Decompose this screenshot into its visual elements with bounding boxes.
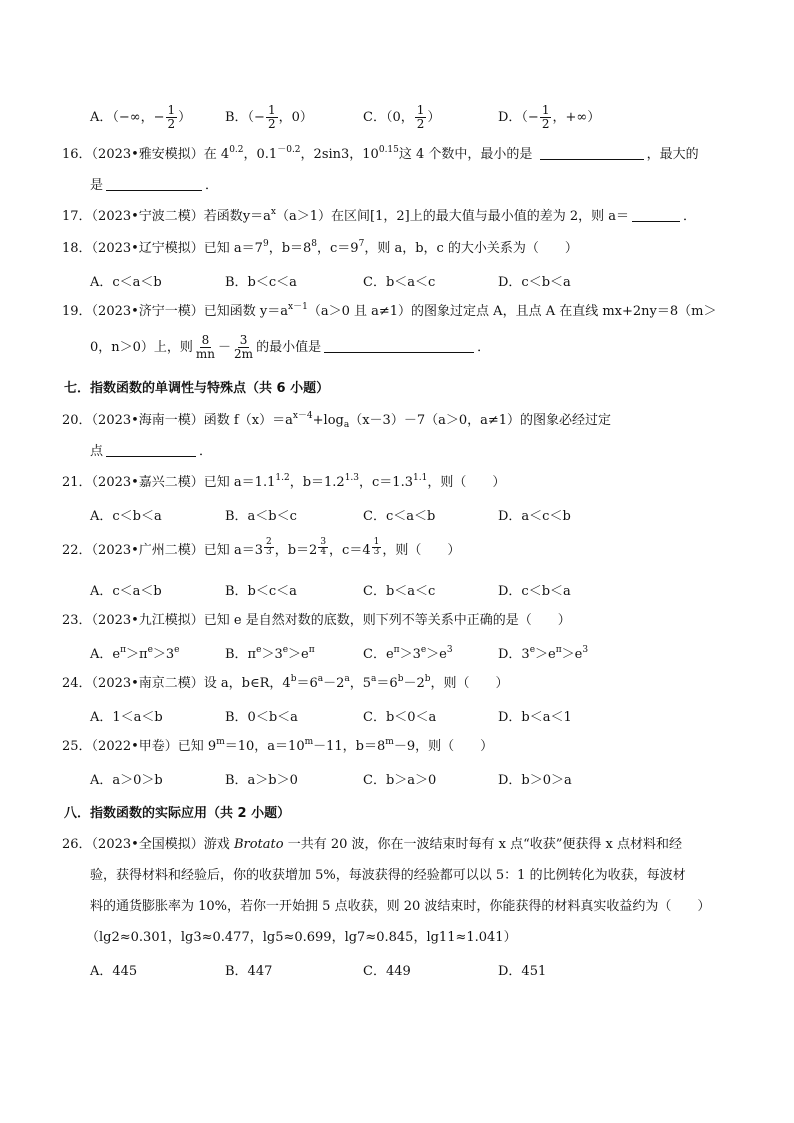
q15-option-d[interactable]: D．（− $\frac{1}{2}$ ，+∞） <box>498 103 601 131</box>
q16-answer-blank-2[interactable] <box>106 178 202 191</box>
q25-line: 25．（2022•甲卷）已知 $9^m=10$，$a=10^m-11$，$b=8^m-9$，则（ ） <box>62 737 494 754</box>
q24-option-b[interactable]: B．0＜b＜a <box>225 710 298 725</box>
q15-option-a[interactable]: A．（−∞，− $\frac{1}{2}$ ） <box>90 103 192 131</box>
q22-line: 22．（2023•广州二模）已知 a＝3 $\frac{2}{3}$ ，b＝2 $\frac{3}{4}$ ，c＝4 $\frac{1}{3}$ ，则（ ） <box>62 537 461 558</box>
q15-option-c[interactable]: C．（0， $\frac{1}{2}$ ） <box>363 103 441 131</box>
q24-line: 24．（2023•南京二模）设 a，b∈R，$4^b=6^a-2^a$，$5^a=6^b-2^b$，则（ ） <box>62 674 509 691</box>
q23-option-d[interactable]: D．$3^e>e^\pi>e^3$ <box>498 645 589 662</box>
q25-options <box>90 769 730 787</box>
q26-option-c[interactable]: C．449 <box>363 964 411 979</box>
section-7-heading: 七．指数函数的单调性与特殊点（共 6 小题） <box>64 381 330 396</box>
q21-line: 21．（2023•嘉兴二模）已知 $a=1.1^{1.2}$，$b=1.2^{1.3}$，$c=1.3^{1.1}$，则（ ） <box>62 473 506 490</box>
q26-line-4: （lg2≈0.301，lg3≈0.477，lg5≈0.699，lg7≈0.845，lg11≈1.041） <box>86 930 517 945</box>
q21-option-c[interactable]: C．c＜a＜b <box>363 509 436 524</box>
q18-option-b[interactable]: B．b＜c＜a <box>225 275 297 290</box>
q23-option-b[interactable]: B．$\pi^e>3^e>e^\pi$ <box>225 645 315 662</box>
q21-option-d[interactable]: D．a＜c＜b <box>498 509 571 524</box>
q26-line-3: 料的通货膨胀率为 10%，若你一开始拥 5 点收获，则 20 波结束时，你能获得的材料真实收益约为（ ） <box>90 899 711 914</box>
q22-options <box>90 580 730 598</box>
q26-line-1: 26．（2023•全国模拟）游戏 Brotato 一共有 20 波，你在一波结束时每有 x 点“收获”便获得 x 点材料和经 <box>62 837 683 852</box>
q20-line-1: 20．（2023•海南一模）函数 $f(x)=a^{x-4}+\log_a(x-3)-7(a>0$，a≠1）的图象必经过定 <box>62 411 612 430</box>
q23-option-a[interactable]: A．$e^\pi>\pi^e>3^e$ <box>90 645 180 662</box>
q24-option-d[interactable]: D．b＜a＜1 <box>498 710 572 725</box>
q18-option-d[interactable]: D．c＜b＜a <box>498 275 571 290</box>
q25-option-b[interactable]: B．a＞b＞0 <box>225 773 298 788</box>
q21-options <box>90 505 730 523</box>
q16-answer-blank-1[interactable] <box>540 147 644 160</box>
q23-options <box>90 643 730 661</box>
q26-option-b[interactable]: B．447 <box>225 964 273 979</box>
q18-option-c[interactable]: C．b＜a＜c <box>363 275 436 290</box>
q25-option-d[interactable]: D．b＞0＞a <box>498 773 572 788</box>
q24-option-c[interactable]: C．b＜0＜a <box>363 710 437 725</box>
section-8-heading: 八．指数函数的实际应用（共 2 小题） <box>64 806 291 821</box>
q18-options <box>90 271 730 289</box>
q21-option-a[interactable]: A．c＜b＜a <box>90 509 162 524</box>
q18-option-a[interactable]: A．c＜a＜b <box>90 275 162 290</box>
q21-option-b[interactable]: B．a＜b＜c <box>225 509 297 524</box>
q20-line-2: 点 ． <box>90 444 213 459</box>
q19-line-1: 19．（2023•济宁一模）已知函数 $y=a^{x-1}(a>0$ 且 a≠1）的图象过定点 A，且点 A 在直线 mx+2ny＝8（m＞ <box>62 302 717 319</box>
q25-option-c[interactable]: C．b＞a＞0 <box>363 773 437 788</box>
q19-answer-blank[interactable] <box>324 340 474 353</box>
q22-option-d[interactable]: D．c＜b＜a <box>498 584 571 599</box>
q23-line: 23．（2023•九江模拟）已知 e 是自然对数的底数，则下列不等关系中正确的是（ ） <box>62 613 571 628</box>
q26-option-a[interactable]: A．445 <box>90 964 138 979</box>
q15-options <box>90 103 730 131</box>
q16-line-2: 是 ． <box>90 178 219 193</box>
q22-option-a[interactable]: A．c＜a＜b <box>90 584 162 599</box>
q24-options <box>90 706 730 724</box>
q22-option-c[interactable]: C．b＜a＜c <box>363 584 436 599</box>
q22-option-b[interactable]: B．b＜c＜a <box>225 584 297 599</box>
q20-answer-blank[interactable] <box>106 444 196 457</box>
q23-option-c[interactable]: C．$e^\pi>3^e>e^3$ <box>363 645 453 662</box>
q16-line-1: 16．（2023•雅安模拟）在 $4^{0.2}$，$0.1^{-0.2}$，2sin3，$10^{0.15}$这 4 个数中，最小的是 ，最大的 <box>62 145 699 162</box>
q18-line: 18．（2023•辽宁模拟）已知 $a=7^9$，$b=8^8$，$c=9^7$，则 a，b，c 的大小关系为（ ） <box>62 239 578 256</box>
q26-line-2: 验，获得材料和经验后，你的收获增加 5%，每波获得的经验都可以以 5：1 的比例转化为收获，每波材 <box>90 868 686 883</box>
q24-option-a[interactable]: A．1＜a＜b <box>90 710 163 725</box>
q19-line-2: 0，n＞0）上，则 $\frac{8}{mn}$ － $\frac{3}{2m}$ 的最小值是 ． <box>90 333 491 361</box>
q26-options <box>90 960 730 978</box>
q26-option-d[interactable]: D．451 <box>498 964 547 979</box>
q15-option-b[interactable]: B．（− $\frac{1}{2}$ ，0） <box>225 103 313 131</box>
q17-line: 17．（2023•宁波二模）若函数$y=a^x(a>1)$在区间[1，2]上的最大值与最小值的差为 2，则 a＝ ． <box>62 207 697 224</box>
q17-answer-blank[interactable] <box>632 209 680 222</box>
q25-option-a[interactable]: A．a＞0＞b <box>90 773 163 788</box>
